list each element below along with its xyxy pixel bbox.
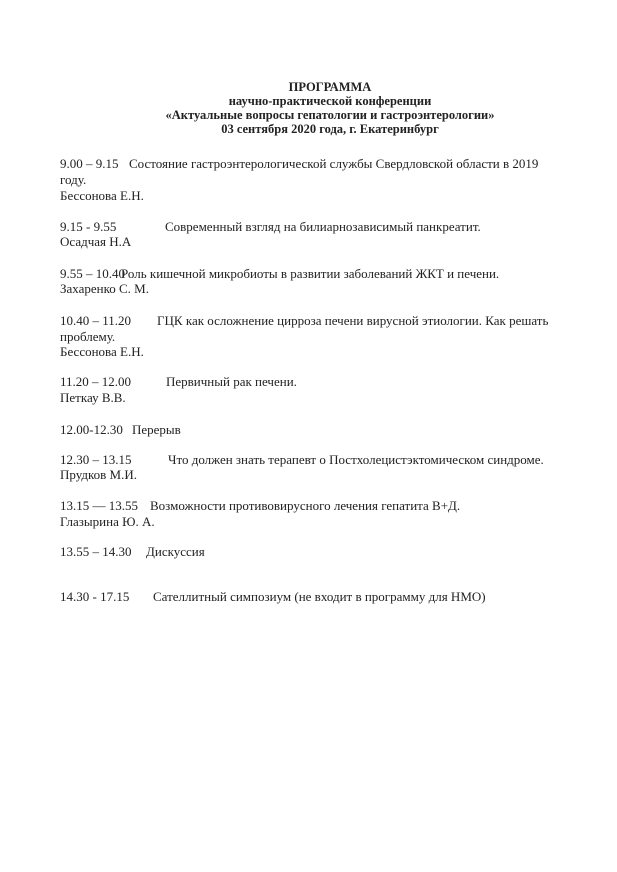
- item-speaker: Бессонова Е.Н.: [60, 344, 144, 359]
- item-title-cont: проблему.: [60, 329, 116, 344]
- item-time: 12.00-12.30: [60, 422, 123, 437]
- doc-title: ПРОГРАММА: [288, 80, 372, 94]
- item-title: Первичный рак печени.: [166, 374, 297, 389]
- item-title: Современный взгляд на билиарнозависимый панкреатит.: [165, 219, 481, 234]
- item-time: 9.00 – 9.15: [60, 156, 119, 171]
- item-title: Роль кишечной микробиоты в развитии заболеваний ЖКТ и печени.: [121, 266, 500, 281]
- item-speaker: Глазырина Ю. А.: [60, 514, 155, 529]
- item-speaker: Осадчая Н.А: [60, 234, 132, 249]
- item-title: Что должен знать терапевт о Постхолецистэктомическом синдроме.: [168, 452, 544, 467]
- item-time: 11.20 – 12.00: [60, 374, 132, 389]
- item-title: ГЦК как осложнение цирроза печени вирусной этиологии. Как решать: [157, 313, 549, 328]
- item-time: 14.30 - 17.15: [60, 589, 130, 604]
- item-title: Сателлитный симпозиум (не входит в программу для НМО): [153, 589, 486, 604]
- item-time: 12.30 – 13.15: [60, 452, 132, 467]
- item-title-cont: году.: [60, 172, 87, 187]
- item-speaker: Бессонова Е.Н.: [60, 188, 144, 203]
- doc-subtitle: научно-практической конференции: [228, 94, 432, 108]
- conference-name: «Актуальные вопросы гепатологии и гастроэнтерологии»: [165, 108, 495, 122]
- item-time: 9.55 – 10.40: [60, 266, 125, 281]
- item-title: Возможности противовирусного лечения гепатита В+Д.: [150, 498, 461, 513]
- date-place: 03 сентября 2020 года, г. Екатеринбург: [221, 122, 439, 136]
- item-title: Дискуссия: [146, 544, 205, 559]
- item-speaker: Петкау В.В.: [60, 390, 126, 405]
- item-title: Состояние гастроэнтерологической службы Свердловской области в 2019: [129, 156, 539, 171]
- item-speaker: Прудков М.И.: [60, 467, 138, 482]
- item-time: 13.15 — 13.55: [60, 498, 138, 513]
- item-time: 13.55 – 14.30: [60, 544, 132, 559]
- item-speaker: Захаренко С. М.: [60, 281, 149, 296]
- item-time: 10.40 – 11.20: [60, 313, 132, 328]
- item-title: Перерыв: [132, 422, 181, 437]
- item-time: 9.15 - 9.55: [60, 219, 117, 234]
